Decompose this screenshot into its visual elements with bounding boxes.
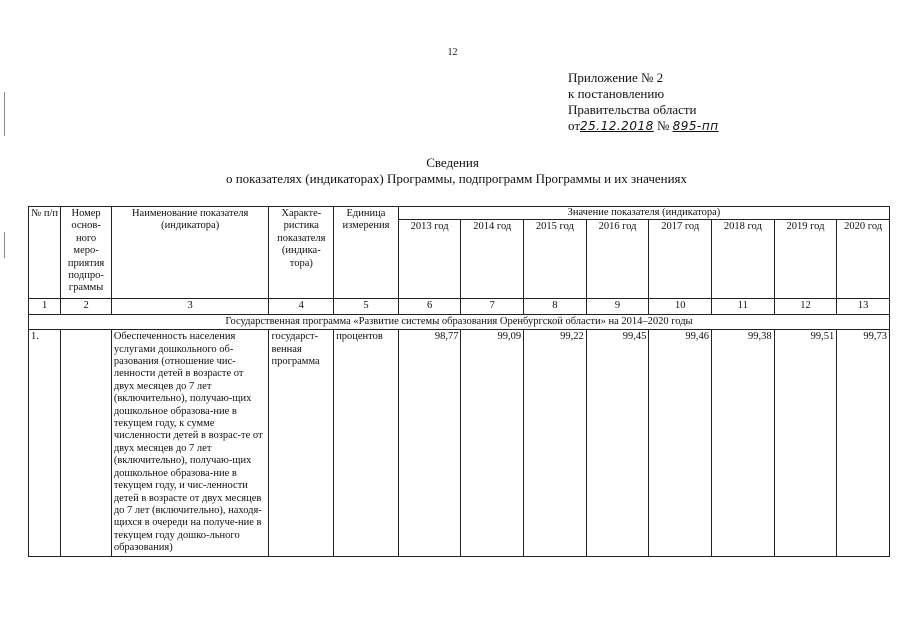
header-row — [29, 207, 890, 220]
left-margin-mark — [4, 92, 5, 136]
header-characteristic: Характе-ристика показателя (индика-тора) — [269, 207, 334, 299]
row-value-2015: 99,22 — [524, 330, 587, 556]
column-number: 12 — [774, 299, 837, 314]
header-year: 2019 год — [774, 220, 837, 299]
column-number: 4 — [269, 299, 334, 314]
column-number: 8 — [524, 299, 587, 314]
header-year: 2020 год — [837, 220, 890, 299]
column-number: 11 — [712, 299, 775, 314]
header-year: 2016 год — [586, 220, 649, 299]
header-name: Наименование показателя (индикатора) — [111, 207, 269, 299]
header-year: 2013 год — [398, 220, 461, 299]
number-prefix: № — [656, 118, 670, 133]
header-year: 2017 год — [649, 220, 712, 299]
header-event: Номер основ-ного меро-приятия подпро-граммы — [61, 207, 112, 299]
header-num: № п/п — [29, 207, 61, 299]
header-unit: Единица измерения — [334, 207, 399, 299]
column-number: 13 — [837, 299, 890, 314]
left-margin-mark — [4, 232, 5, 258]
row-value-2013: 98,77 — [398, 330, 461, 556]
column-number: 2 — [61, 299, 112, 314]
page-number: 12 — [447, 47, 458, 58]
row-indicator-name: Обеспеченность населения услугами дошкольного об-разования (отношение чис-ленности детей в возрасте от двух месяцев до 7 лет (включительно), получаю-щих дошкольное образова-ние в текущем году, к сумме численности детей в возрас-те от двух месяцев до 7 лет (включительно), получаю-щих дошкольное образова-ние в текущем году, и чис-ленности детей в возрасте от двух месяцев до 7 лет (включительно), находя-щихся в очереди на получе-ние в текущем году дошко-льного образования) — [111, 330, 269, 556]
title-line-1: Сведения — [426, 155, 479, 170]
row-num: 1. — [29, 330, 61, 556]
row-value-2019: 99,51 — [774, 330, 837, 556]
column-number: 1 — [29, 299, 61, 314]
row-characteristic: государст-венная программа — [269, 330, 334, 556]
indicators-table — [28, 206, 890, 557]
row-value-2017: 99,46 — [649, 330, 712, 556]
appendix-line-2: к постановлению — [568, 86, 665, 101]
appendix-line-1: Приложение № 2 — [568, 70, 664, 85]
column-number: 5 — [334, 299, 399, 314]
column-number: 10 — [649, 299, 712, 314]
title-line-2: о показателях (индикаторах) Программы, подпрограмм Программы и их значениях — [225, 171, 688, 186]
column-number: 7 — [461, 299, 524, 314]
appendix-line-3: Правительства области — [568, 102, 697, 117]
header-year: 2015 год — [524, 220, 587, 299]
appendix-block — [568, 70, 719, 134]
row-value-2016: 99,45 — [586, 330, 649, 556]
appendix-date-line — [568, 118, 719, 134]
table-row — [29, 330, 890, 556]
column-numbers-row — [29, 299, 890, 314]
header-value-group: Значение показателя (индикатора) — [398, 207, 889, 220]
row-value-2018: 99,38 — [712, 330, 775, 556]
header-year: 2018 год — [712, 220, 775, 299]
row-value-2014: 99,09 — [461, 330, 524, 556]
document-title — [0, 155, 905, 187]
handwritten-number: 895-пп — [672, 119, 719, 133]
program-title-row — [29, 314, 890, 329]
handwritten-date: 25.12.2018 — [580, 119, 654, 133]
row-value-2020: 99,73 — [837, 330, 890, 556]
column-number: 3 — [111, 299, 269, 314]
date-prefix: от — [568, 118, 581, 133]
row-unit: процентов — [334, 330, 399, 556]
column-number: 9 — [586, 299, 649, 314]
program-title: Государственная программа «Развитие системы образования Оренбургской области» на 2014–2020 годы — [29, 314, 890, 329]
row-event — [61, 330, 112, 556]
column-number: 6 — [398, 299, 461, 314]
header-year: 2014 год — [461, 220, 524, 299]
